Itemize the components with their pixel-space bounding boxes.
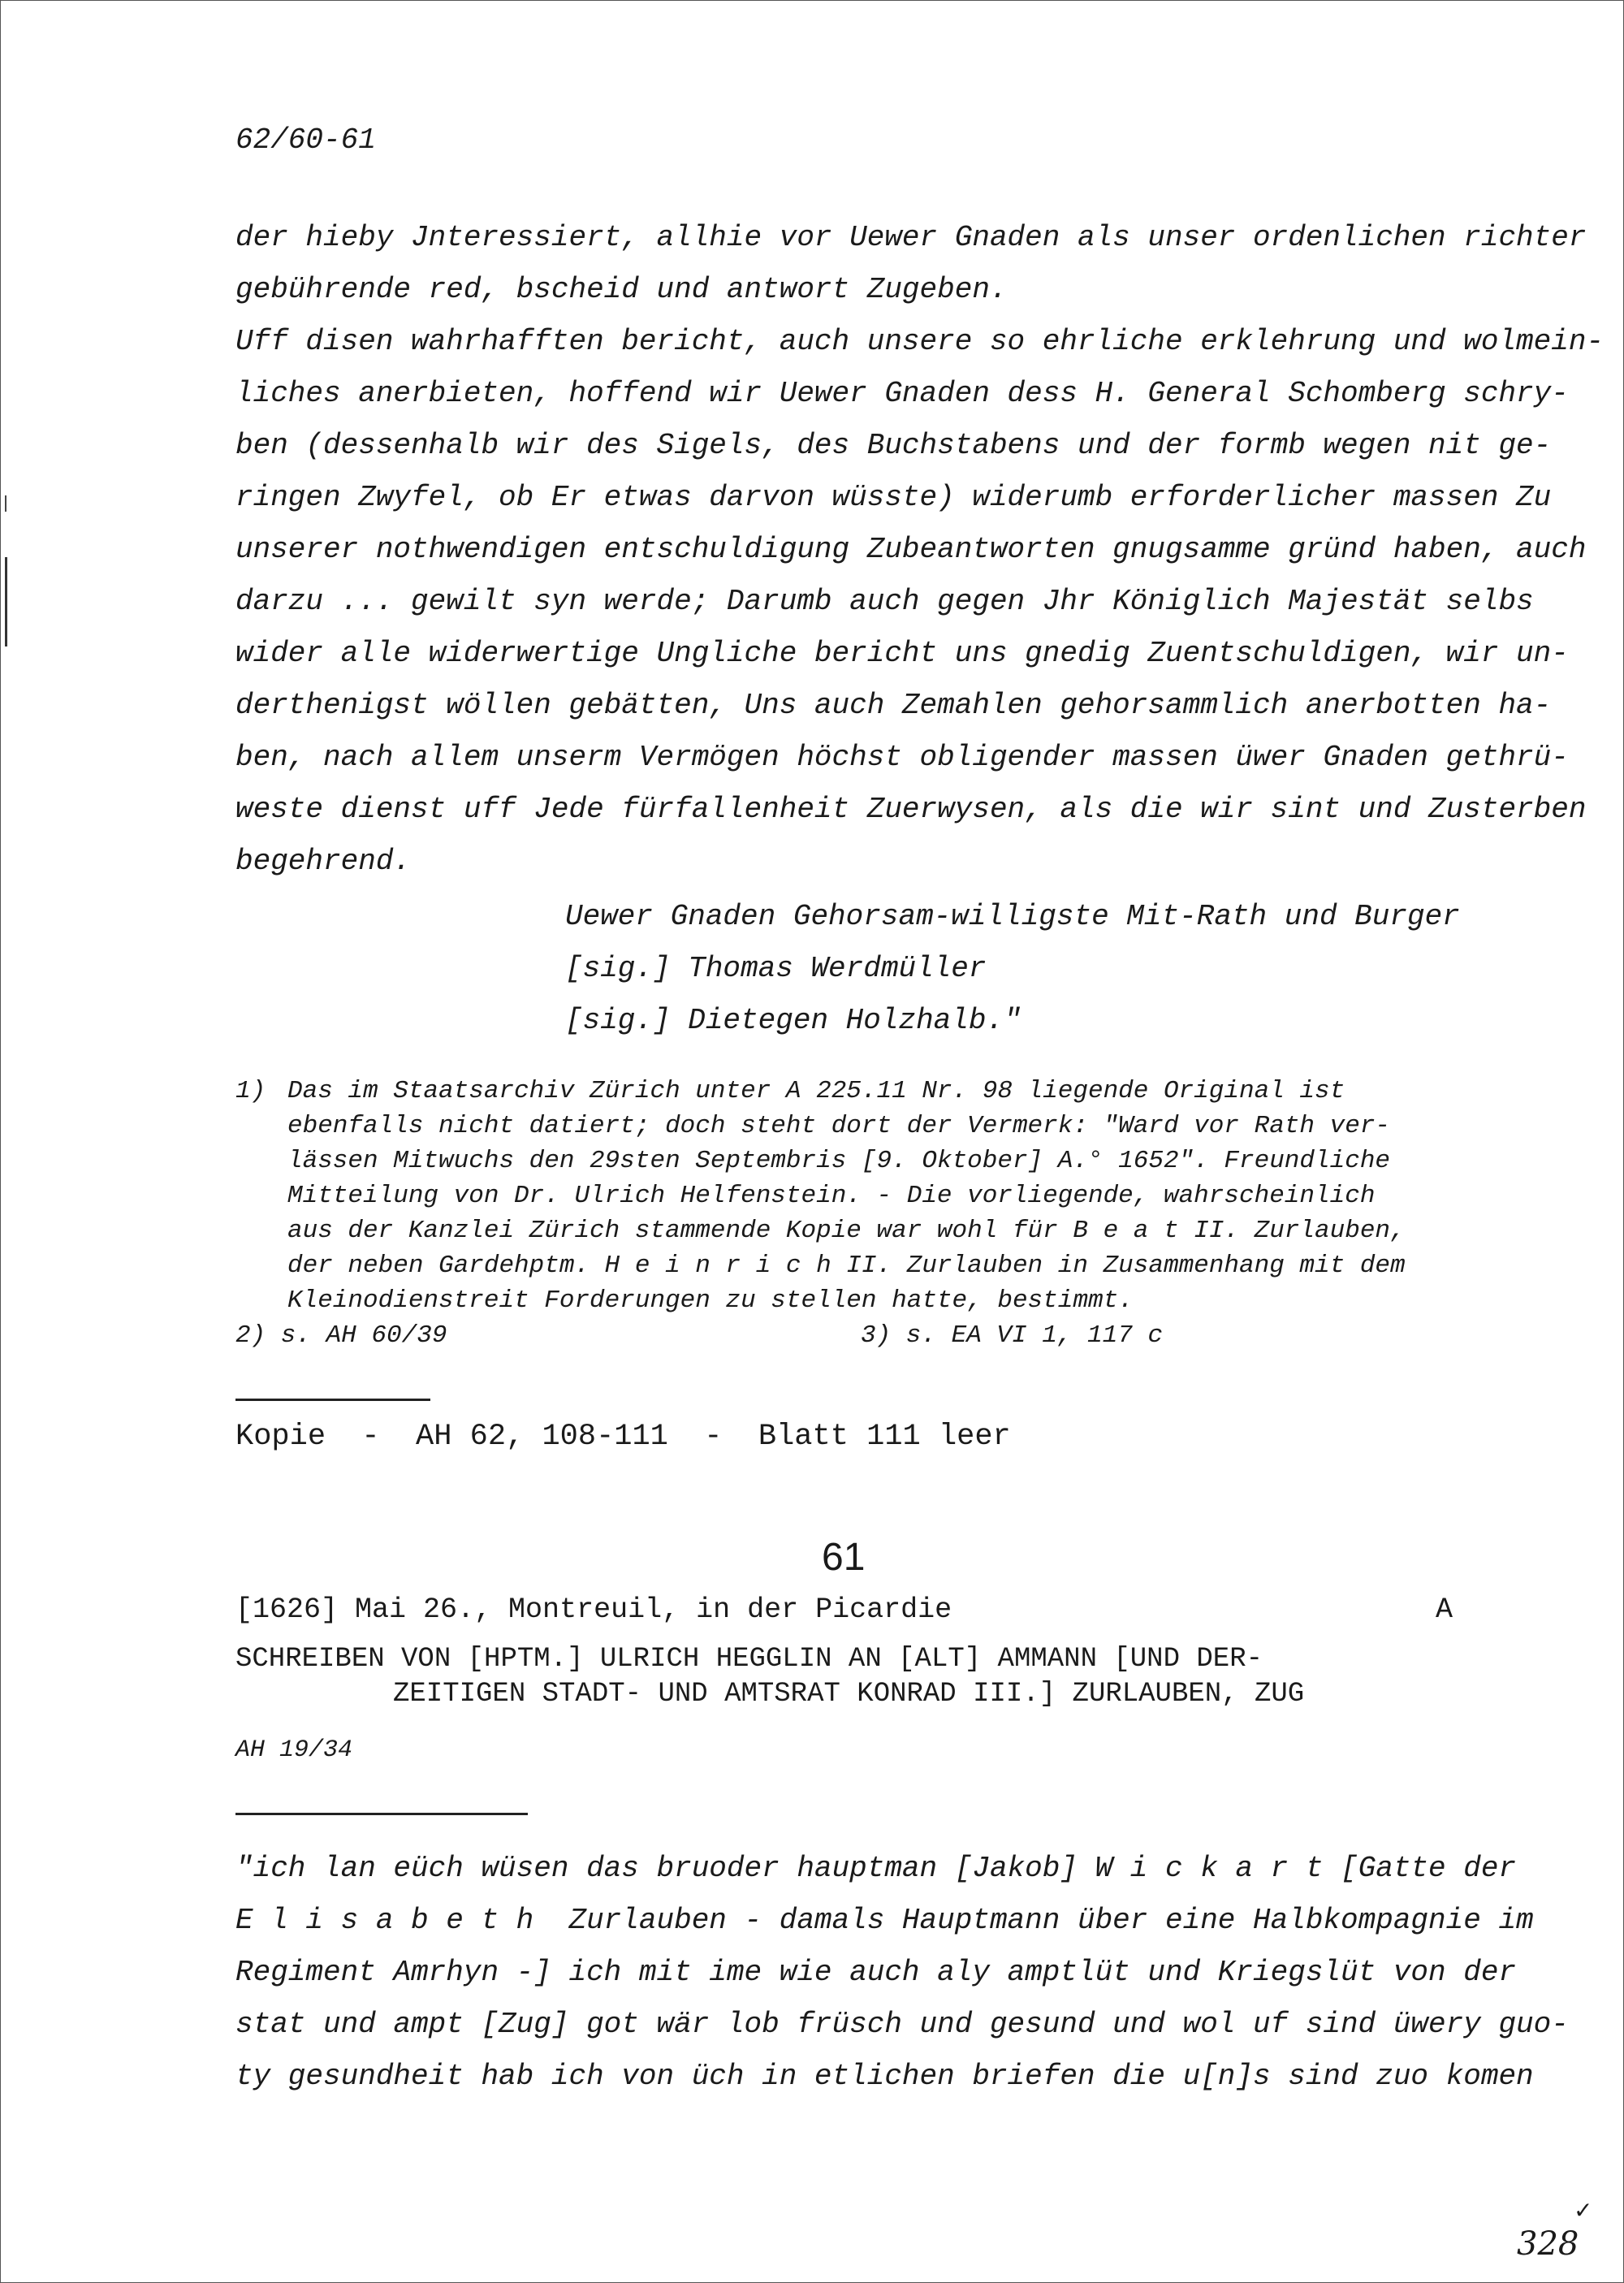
body-line: gebührende red, bscheid und antwort Zugeben.	[235, 273, 1008, 306]
footnote-line: Das im Staatsarchiv Zürich unter A 225.11 Nr. 98 liegende Original ist	[287, 1077, 1345, 1105]
signature-line: [sig.] Thomas Werdmüller	[565, 952, 987, 985]
body-line: der hieby Jnteressiert, allhie vor Uewer Gnaden als unser ordenlichen richter	[235, 221, 1587, 254]
body-line: Uff disen wahrhafften bericht, auch unsere so ehrliche erklehrung und wolmein-	[235, 325, 1605, 358]
archive-reference: AH 19/34	[235, 1736, 353, 1764]
letter-line: stat und ampt [Zug] got wär lob früsch und gesund und wol uf sind üwery guo-	[235, 2008, 1569, 2041]
letter-line: "ich lan eüch wüsen das bruoder hauptman [Jakob] W i c k a r t [Gatte der	[235, 1852, 1517, 1885]
letter-line: ty gesundheit hab ich von üch in etlichen briefen die u[n]s sind zuo komen	[235, 2060, 1534, 2093]
footnote-3: 3) s. EA VI 1, 117 c	[861, 1321, 1164, 1350]
footnote-line: Mitteilung von Dr. Ulrich Helfenstein. - Die vorliegende, wahrscheinlich	[287, 1182, 1376, 1210]
letter-line: Regiment Amrhyn -] ich mit ime wie auch aly amptlüt und Kriegslüt von der	[235, 1956, 1517, 1989]
check-mark: ✓	[1574, 2197, 1593, 2224]
footnote-line: ebenfalls nicht datiert; doch steht dort der Vermerk: "Ward vor Rath ver-	[287, 1112, 1391, 1140]
page-reference: 62/60-61	[235, 123, 376, 157]
body-line: ben, nach allem unserm Vermögen höchst obligender massen üwer Gnaden gethrü-	[235, 741, 1569, 774]
body-line: liches anerbieten, hoffend wir Uewer Gnaden dess H. General Schomberg schry-	[235, 377, 1569, 410]
body-line: weste dienst uff Jede fürfallenheit Zuerwysen, als die wir sint und Zusterben	[235, 793, 1587, 826]
body-line: ringen Zwyfel, ob Er etwas darvon wüsste) widerumb erforderlicher massen Zu	[235, 481, 1552, 514]
body-line: ben (dessenhalb wir des Sigels, des Buchstabens und der formb wegen nit ge-	[235, 429, 1552, 462]
footnote-line: lässen Mitwuchs den 29sten Septembris [9. Oktober] A.° 1652". Freundliche	[287, 1147, 1391, 1175]
footnote-line: der neben Gardehptm. H e i n r i c h II. Zurlauben in Zusammenhang mit dem	[287, 1252, 1406, 1280]
dateline: [1626] Mai 26., Montreuil, in der Picardie	[235, 1593, 952, 1626]
footnote-2: 2) s. AH 60/39	[235, 1321, 447, 1350]
document-title-line: SCHREIBEN VON [HPTM.] ULRICH HEGGLIN AN [ALT] AMMANN [UND DER-	[235, 1644, 1263, 1675]
separator-rule	[235, 1399, 430, 1401]
footnote-line: aus der Kanzlei Zürich stammende Kopie war wohl für B e a t II. Zurlauben,	[287, 1217, 1406, 1245]
document-number: 61	[822, 1536, 866, 1579]
body-line: wider alle widerwertige Ungliche bericht uns gnedig Zuentschuldigen, wir un-	[235, 637, 1569, 670]
signature-line: [sig.] Dietegen Holzhalb."	[565, 1004, 1021, 1037]
copy-note: Kopie - AH 62, 108-111 - Blatt 111 leer	[235, 1420, 1011, 1454]
document-title-line: ZEITIGEN STADT- UND AMTSRAT KONRAD III.] ZURLAUBEN, ZUG	[393, 1679, 1305, 1710]
letter-line: E l i s a b e t h Zurlauben - damals Hauptmann über eine Halbkompagnie im	[235, 1904, 1534, 1937]
footnote-number: 1)	[235, 1077, 266, 1105]
body-line: derthenigst wöllen gebätten, Uns auch Zemahlen gehorsammlich anerbotten ha-	[235, 689, 1552, 722]
separator-rule	[235, 1813, 528, 1815]
body-line: unserer nothwendigen entschuldigung Zubeantworten gnugsamme gründ haben, auch	[235, 533, 1587, 566]
dateline-letter: A	[1436, 1593, 1453, 1626]
margin-bracket	[5, 557, 14, 646]
margin-mark-dot	[5, 495, 6, 512]
signature-line: Uewer Gnaden Gehorsam-willigste Mit-Rath und Burger	[565, 900, 1460, 933]
handwritten-page-number: 328	[1517, 2225, 1579, 2263]
body-line: darzu ... gewilt syn werde; Darumb auch gegen Jhr Königlich Majestät selbs	[235, 585, 1534, 618]
body-line: begehrend.	[235, 845, 412, 878]
footnote-line: Kleinodienstreit Forderungen zu stellen hatte, bestimmt.	[287, 1286, 1134, 1315]
